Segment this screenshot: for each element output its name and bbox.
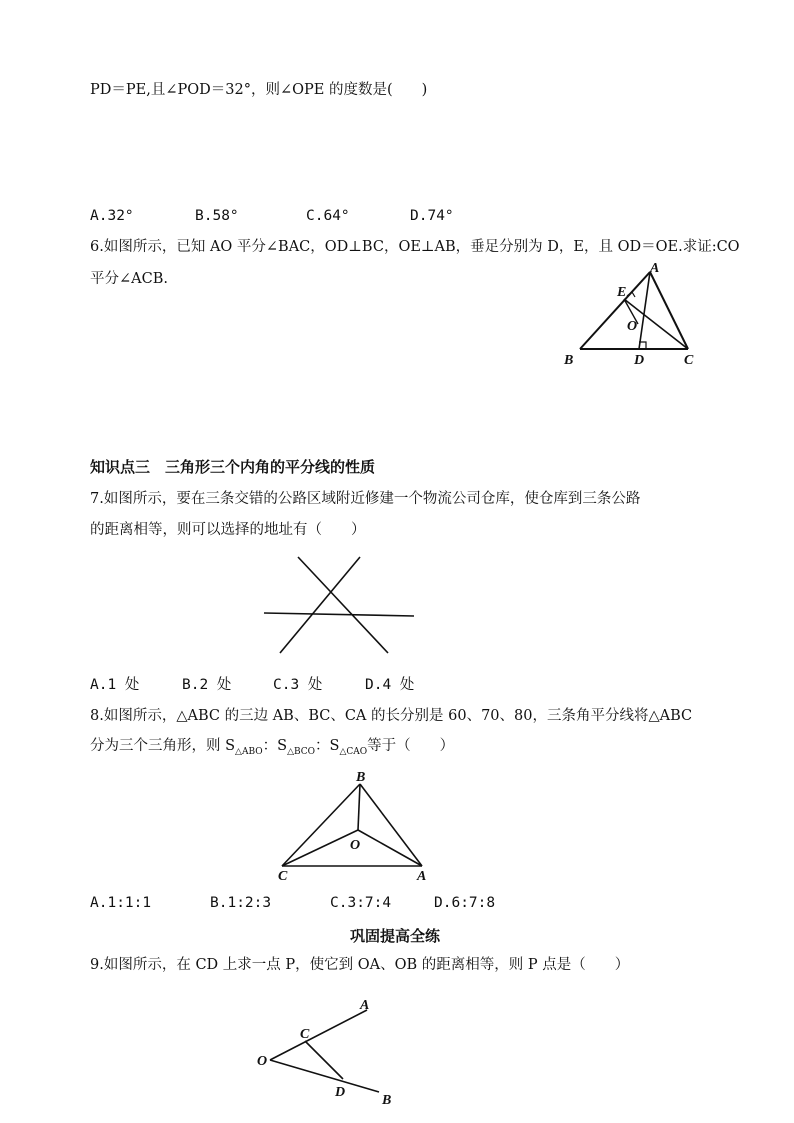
q8-option-b: B.1:2:3 [210,895,272,911]
q9-label-o: O [257,1054,268,1069]
q7-line2: 的距离相等，则可以选择的地址有（ ） [90,522,366,538]
q8-option-d: D.6:7:8 [434,895,496,911]
q5-option-c: C.64° [306,208,350,224]
q6-side-ac [650,272,688,349]
q7-road-3 [264,613,414,616]
q5-option-d: D.74° [410,208,454,224]
consolidation-title: 巩固提高全练 [350,927,441,945]
q6-line2: 平分∠ACB. [90,271,168,287]
q8-side-ba [360,784,422,866]
q9-label-c: C [300,1027,310,1042]
q8-sep1: ：S [262,738,288,754]
q8-label-c: C [278,869,288,884]
q5-option-a: A.32° [90,208,134,224]
q6-triangle-figure [560,262,710,372]
q9-label-a: A [360,998,370,1013]
q8-label-a: A [417,869,427,884]
q8-sub-bco: △BCO [287,746,316,757]
q9-segment-cd [305,1041,343,1079]
q7-option-a: A.1 处 [90,677,140,693]
q7-roads-figure [260,553,420,658]
q7-road-1 [298,557,388,653]
q8-segment-ao [358,830,422,866]
q7-road-2 [280,557,360,653]
q8-label-b: B [356,770,366,785]
q8-line1: 8.如图所示，△ABC 的三边 AB、BC、CA 的长分别是 60、70、80，三条角平分线将△ABC [90,708,693,724]
q9-stem: 9.如图所示，在 CD 上求一点 P，使它到 OA、OB 的距离相等，则 P 点是（ ） [90,957,630,973]
q8-side-bc [282,784,360,866]
q8-segment-co [282,830,361,866]
q8-sep2: ：S [315,738,340,754]
q9-ray-ob [270,1060,379,1092]
q8-sub-abo: △ABO [235,746,263,757]
q6-label-c: C [684,353,694,368]
q6-label-e: E [617,285,627,300]
q8-segment-bo [358,784,360,830]
section3-title: 知识点三 三角形三个内角的平分线的性质 [90,458,376,476]
q8-option-c: C.3:7:4 [330,895,392,911]
q9-label-d: D [335,1085,346,1100]
q6-line1: 6.如图所示，已知 AO 平分∠BAC，OD⊥BC，OE⊥AB，垂足分别为 D，E，且 OD＝OE.求证:CO [90,239,740,255]
q5-stem: PD＝PE,且∠POD＝32°，则∠OPE 的度数是( ) [90,82,428,98]
q9-label-b: B [382,1093,392,1108]
q8-label-o: O [350,838,361,853]
q6-label-d: D [634,353,645,368]
q9-ray-oa [270,1010,367,1060]
q8-sub-cao: △CAO [339,746,368,757]
q8-line2 [90,736,454,762]
q7-line1: 7.如图所示，要在三条交错的公路区域附近修建一个物流公司仓库，使仓库到三条公路 [90,491,641,507]
q9-angle-figure [255,996,405,1108]
q8-triangle-figure [272,768,442,883]
q6-label-b: B [564,353,574,368]
q8-line2-suffix: 等于（ ） [367,738,455,754]
q8-option-a: A.1:1:1 [90,895,152,911]
q7-option-b: B.2 处 [182,677,232,693]
q8-line2-prefix: 分为三个三角形，则 S [90,738,236,754]
q5-option-b: B.58° [195,208,239,224]
q7-option-d: D.4 处 [365,677,415,693]
q7-option-c: C.3 处 [273,677,323,693]
q6-label-a: A [650,261,660,276]
q6-label-o: O [627,319,638,334]
